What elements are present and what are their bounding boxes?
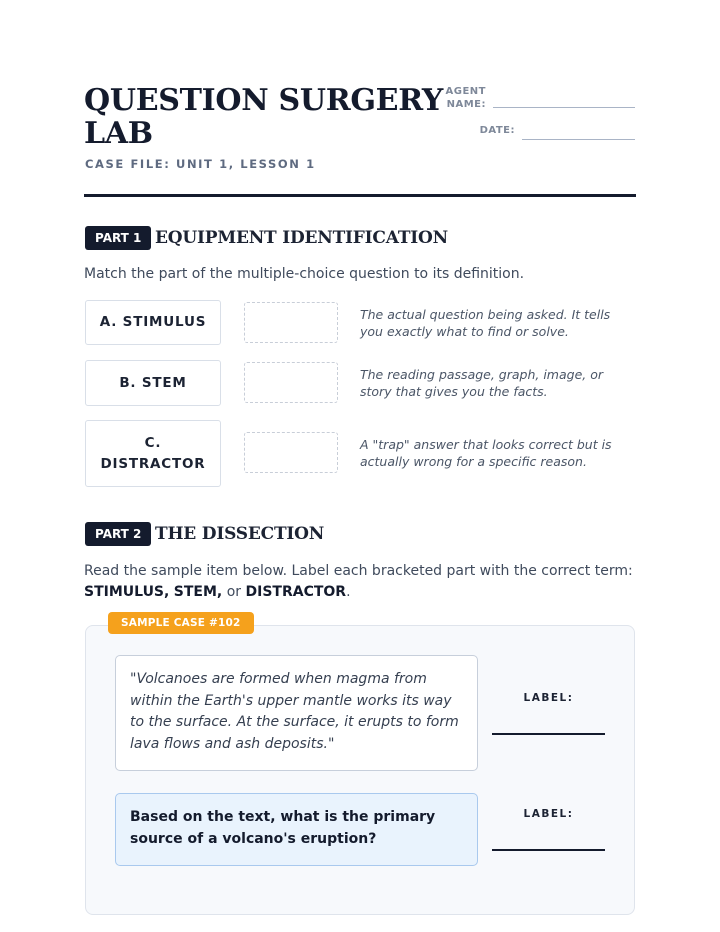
agent-name-label: [436, 85, 486, 111]
agent-name-label-line1: AGENT: [445, 86, 486, 97]
label-1-answer-line[interactable]: [492, 733, 605, 735]
term-label: B. STEM: [119, 374, 187, 391]
definition-1: The actual question being asked. It tells you exactly what to find or solve.: [360, 307, 611, 339]
part2-title: THE DISSECTION: [155, 524, 325, 544]
page-title: QUESTION SURGERY LAB: [84, 83, 444, 151]
header-divider: [84, 194, 636, 197]
part1-badge: PART 1: [85, 226, 151, 250]
part2-instructions: [84, 561, 644, 603]
term-distractor: DISTRACTOR: [245, 584, 347, 600]
term-box-distractor: [85, 420, 221, 487]
part2-badge: PART 2: [85, 522, 151, 546]
term-label: DISTRACTOR: [100, 455, 206, 472]
stem-box: Based on the text, what is the primary source of a volcano's eruption?: [115, 793, 478, 866]
term-label: C.: [144, 434, 162, 451]
term-stimulus: STIMULUS,: [84, 584, 170, 600]
word-or: or: [226, 584, 242, 600]
definition-2: The reading passage, graph, image, or story that gives you the facts.: [360, 367, 604, 399]
part2-instructions-text: Read the sample item below. Label each bracketed part with the correct term:: [84, 563, 633, 579]
term-box-stem: [85, 360, 221, 406]
term-label: A. STIMULUS: [99, 314, 207, 330]
date-field[interactable]: [522, 139, 635, 140]
term-stem: STEM,: [173, 584, 223, 600]
definition-3: A "trap" answer that looks correct but is actually wrong for a specific reason.: [360, 437, 612, 469]
label-1: LABEL:: [523, 692, 574, 704]
label-2: LABEL:: [523, 808, 574, 820]
part1-instructions: Match the part of the multiple-choice question to its definition.: [84, 266, 525, 282]
agent-name-field[interactable]: [493, 107, 635, 108]
term-box-stimulus: [85, 300, 221, 345]
match-drop-box-2[interactable]: [244, 362, 338, 403]
part1-title: EQUIPMENT IDENTIFICATION: [155, 228, 448, 248]
label-2-answer-line[interactable]: [492, 849, 605, 851]
date-label: DATE:: [479, 125, 515, 136]
match-drop-box-3[interactable]: [244, 432, 338, 473]
sample-case-tag: SAMPLE CASE #102: [108, 612, 254, 634]
agent-name-label-line2: NAME:: [446, 99, 486, 110]
case-file-subtitle: CASE FILE: UNIT 1, LESSON 1: [85, 157, 316, 171]
match-drop-box-1[interactable]: [244, 302, 338, 343]
stimulus-box: "Volcanoes are formed when magma from within the Earth's upper mantle works its way to the surface. At the surface, it erupts to form lava flows and ash deposits.": [115, 655, 478, 771]
period: .: [346, 584, 351, 600]
